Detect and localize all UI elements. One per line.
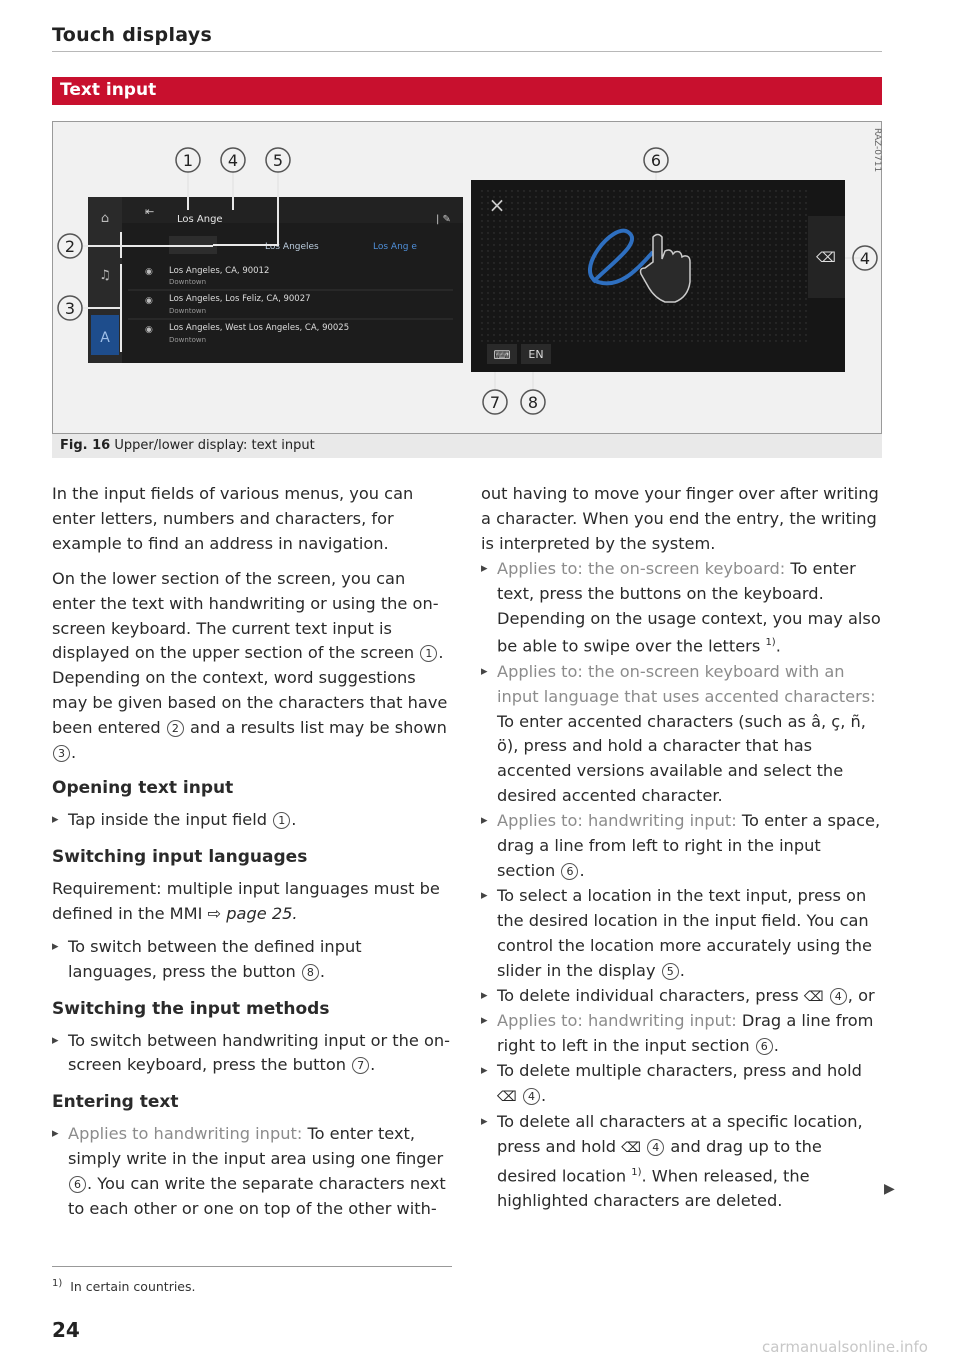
home-icon[interactable]: ⌂: [100, 211, 110, 226]
applies-label: Applies to: the on-screen keyboard:: [497, 558, 786, 578]
bullet-delete-single-text: To delete individual characters, press: [497, 985, 799, 1005]
callout-ref: 5: [662, 963, 679, 980]
suggestion-2[interactable]: Los Ang e: [373, 242, 417, 252]
bullet-delete-multiple-text: To delete multiple characters, press and hold: [497, 1061, 862, 1081]
handwriting-area[interactable]: [481, 186, 811, 346]
bullet-delete-handwriting-text: Drag a line from right to left in the input section: [497, 1011, 874, 1056]
callout-ref: 4: [523, 1088, 540, 1105]
bullet-delete-all-c: . When released, the highlighted characters are deleted.: [497, 1166, 810, 1211]
bullet-keyboard: ▸ Applies to: the on-screen keyboard: To enter text, press the buttons on the keyboard. Depending on the usage context, you may also be able to swipe over the letters $^{1)}$.: [481, 557, 881, 660]
right-column: [481, 482, 881, 1214]
heading-entering-text: Entering text: [52, 1092, 179, 1113]
figure-16: [52, 121, 882, 434]
location-icon: ◉: [145, 325, 153, 335]
callout-ref: 2: [167, 720, 184, 737]
paragraph-screen-sections: On the lower section of the screen, you can enter the text with handwriting or using the on-screen keyboard. The current text input is displayed on the upper section of the screen 1 . Depending on the context, word suggestions may be given based on the characters that have been entered 2 and a results list may be shown 3 .: [52, 568, 448, 763]
bullet-location: ▸ To select a location in the text input, press on the desired location in the input field. You can control the location more accurately using the slider in the display 5 .: [481, 884, 881, 984]
footnote: [52, 1278, 196, 1294]
section-title-bar: [52, 77, 882, 105]
paragraph-intro: In the input fields of various menus, you can enter letters, numbers and characters, for example to find an address in navigation.: [52, 484, 414, 553]
bullet-language: ▸ To switch between the defined input languages, press the button 8 .: [52, 935, 452, 985]
footnote-mark: 1): [52, 1278, 63, 1289]
section-title: Text input: [60, 80, 157, 100]
bullet-open-text: Tap inside the input field: [68, 809, 268, 829]
location-icon: ◉: [145, 296, 153, 306]
bullet-delete-all-b: and drag up to the desired location: [497, 1136, 822, 1186]
figure-caption: [52, 434, 882, 458]
bullet-delete-single-end: , or: [847, 985, 875, 1005]
result-1-title[interactable]: Los Angeles, CA, 90012: [169, 266, 270, 276]
callout-ref: 4: [647, 1139, 664, 1156]
result-3-sub: Downtown: [169, 336, 207, 344]
page-number: 24: [52, 1318, 80, 1342]
footnote-ref: 1): [765, 637, 776, 649]
applies-label: Applies to: handwriting input:: [497, 811, 737, 831]
keyboard-icon: ⌨: [493, 348, 511, 362]
language-label: EN: [528, 348, 544, 361]
footnote-divider: [52, 1266, 452, 1267]
heading-opening-text-input: Opening text input: [52, 777, 234, 798]
next-page-arrow-icon: ▶: [884, 1181, 895, 1197]
result-1-sub: Downtown: [169, 278, 207, 286]
heading-switching-methods: Switching the input methods: [52, 998, 330, 1019]
bullet-delete-handwriting: ▸ Applies to: handwriting input: Drag a line from right to left in the input section 6 .: [481, 1009, 881, 1059]
paragraph-language-requirement: [52, 877, 452, 927]
applies-label: Applies to: handwriting input:: [497, 1011, 737, 1031]
bullet-method: ▸ To switch between handwriting input or the on-screen keyboard, press the button 7 .: [52, 1029, 452, 1079]
footnote-ref: 1): [631, 1166, 642, 1178]
callout-ref: 6: [756, 1038, 773, 1055]
back-icon[interactable]: ⇤: [145, 205, 155, 218]
music-icon[interactable]: ♫: [99, 268, 111, 283]
bullet-space: ▸ Applies to: handwriting input: To enter a space, drag a line from left to right in the input section 6 .: [481, 809, 881, 884]
watermark: carmanualsonline.info: [762, 1338, 928, 1356]
figure-caption-label: Fig. 16: [60, 438, 111, 453]
callout-5: 5: [272, 151, 284, 170]
separator-icon: | ✎: [436, 214, 451, 225]
bullet-space-text: To enter a space, drag a line from left to right in the input section: [497, 811, 881, 880]
bullet-delete-all: [481, 1110, 881, 1214]
backspace-icon: ⌫: [497, 1089, 517, 1106]
bullet-enter-a: To enter text, simply write in the input area using one finger: [68, 1124, 444, 1169]
backspace-icon: ⌫: [816, 250, 836, 266]
bullet-enter-b: . You can write the separate characters next to each other or one on top of the other with-: [68, 1174, 446, 1219]
bullet-delete-single: [481, 984, 881, 1010]
left-column: [52, 482, 452, 1222]
input-field[interactable]: [122, 197, 463, 223]
callout-1: 1: [182, 151, 194, 170]
backspace-icon: ⌫: [621, 1139, 642, 1156]
page-header-title: Touch displays: [52, 24, 213, 46]
applies-label: Applies to: the on-screen keyboard with an input language that uses accented characters:: [497, 661, 876, 706]
callout-ref: 4: [830, 988, 847, 1005]
figure-caption-text: Upper/lower display: text input: [114, 438, 315, 453]
figure-code: RAZ-0711: [872, 128, 882, 173]
result-3-title[interactable]: Los Angeles, West Los Angeles, CA, 90025: [169, 323, 350, 333]
callout-2: 2: [64, 237, 76, 256]
p2-a: On the lower section of the screen, you can enter the text with handwriting or using the on-screen keyboard. The current text input is displayed on the upper section of the screen: [52, 568, 439, 663]
heading-switching-languages: Switching input languages: [52, 846, 308, 867]
callout-ref: 1: [420, 645, 437, 662]
callout-ref: 6: [69, 1176, 86, 1193]
callout-6: 6: [650, 151, 662, 170]
callout-7: 7: [489, 393, 501, 412]
bullet-location-text: To select a location in the text input, press on the desired location in the input field. You can control the location more accurately using the slider in the display: [497, 885, 872, 980]
bullet-accented: [481, 660, 881, 809]
callout-4b: 4: [859, 249, 871, 268]
p2-b: . Depending on the context, word suggestions may be given based on the characters that have been entered: [52, 643, 448, 738]
bullet-method-text: To switch between handwriting input or the on-screen keyboard, press the button: [68, 1030, 450, 1075]
bullet-accented-text: To enter accented characters (such as â, ç, ñ, ö), press and hold a character that has accented versions available and select the desired accented character.: [497, 711, 866, 806]
callout-8: 8: [527, 393, 539, 412]
p-lang-text: Requirement: multiple input languages must be defined in the MMI: [52, 878, 440, 923]
callout-ref: 7: [352, 1057, 369, 1074]
close-icon[interactable]: ×: [488, 193, 506, 217]
bullet-keyboard-text: To enter text, press the buttons on the keyboard. Depending on the usage context, you may also be able to swipe over the letters: [497, 558, 881, 656]
bullet-open: ▸ Tap inside the input field 1 .: [52, 808, 452, 833]
callout-ref: 6: [561, 863, 578, 880]
paragraph-continuation: out having to move your finger over after writing a character. When you end the entry, the writing is interpreted by the system.: [481, 484, 879, 553]
bullet-enter: [52, 1122, 452, 1222]
footnote-text: In certain countries.: [70, 1279, 196, 1295]
result-2-title[interactable]: Los Angeles, Los Feliz, CA, 90027: [169, 294, 311, 304]
callout-ref: 8: [302, 964, 319, 981]
callout-ref: 1: [273, 812, 290, 829]
callout-4: 4: [227, 151, 239, 170]
backspace-icon: ⌫: [803, 988, 824, 1005]
bullet-delete-all-a: To delete all characters at a specific location, press and hold: [497, 1112, 863, 1156]
input-text: Los Ange: [177, 214, 223, 225]
suggestion-1[interactable]: Los Angeles: [265, 242, 319, 252]
bullet-language-text: To switch between the defined input languages, press the button: [68, 936, 362, 981]
p2-c: and a results list may be shown: [189, 718, 447, 738]
applies-label: Applies to handwriting input:: [68, 1124, 303, 1144]
header-divider: [52, 51, 882, 52]
page-reference-link[interactable]: ⇨ page 25.: [207, 903, 298, 923]
result-2-sub: Downtown: [169, 307, 207, 315]
figure-illustration: [53, 122, 883, 435]
bullet-delete-multiple: ▸ To delete multiple characters, press and hold ⌫ 4 .: [481, 1059, 881, 1110]
callout-ref: 3: [53, 745, 70, 762]
location-icon: ◉: [145, 267, 153, 277]
sidebar-letter: A: [100, 330, 110, 346]
callout-3: 3: [64, 299, 76, 318]
